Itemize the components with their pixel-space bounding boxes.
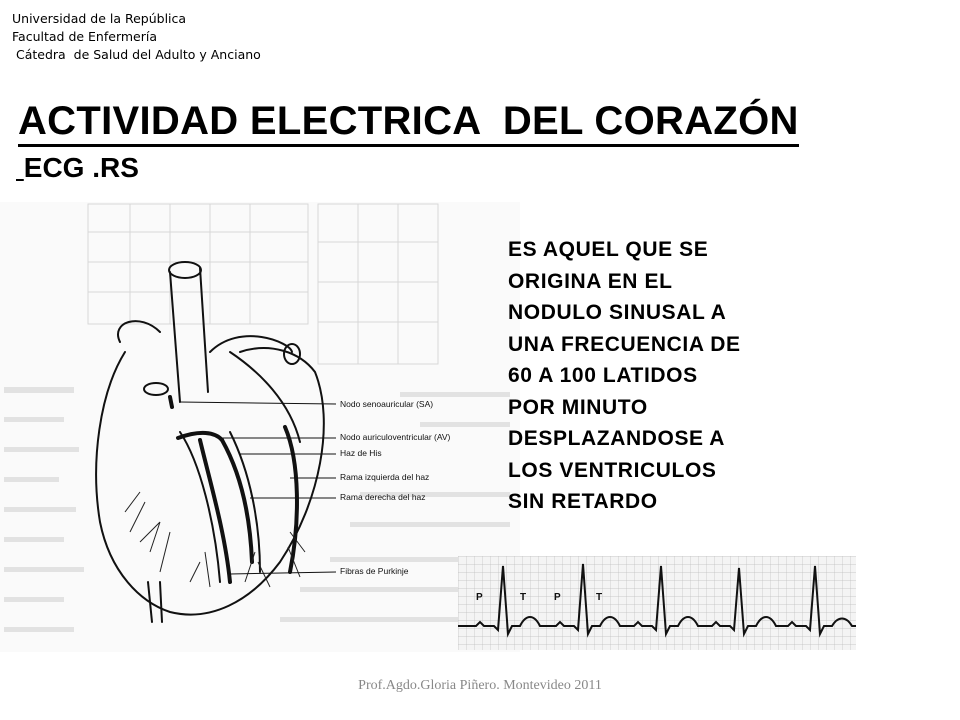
description-text	[508, 234, 848, 518]
ecg-strip	[458, 556, 856, 650]
footer-credit: Prof.Agdo.Gloria Piñero. Montevideo 2011	[358, 678, 602, 693]
description-line: DESPLAZANDOSE A	[508, 427, 726, 450]
description-line: POR MINUTO	[508, 395, 648, 419]
ecg-label-p2: P	[554, 592, 561, 603]
description-line: UNA FRECUENCIA DE	[508, 332, 741, 356]
heart-conduction-figure	[0, 202, 520, 652]
label-left-branch: Rama izquierda del haz	[340, 472, 430, 482]
page-title: ACTIVIDAD ELECTRICA DEL CORAZÓN	[18, 98, 799, 147]
description-line: ORIGINA EN EL	[508, 269, 673, 293]
department-name: Cátedra de Salud del Adulto y Anciano	[12, 47, 261, 62]
subtitle-text: ECG .RS	[23, 152, 139, 183]
ecg-label-t1: T	[520, 592, 527, 603]
description-line: NODULO SINUSAL A	[508, 301, 727, 324]
faculty-name: Facultad de Enfermería	[12, 29, 158, 44]
label-right-branch: Rama derecha del haz	[340, 492, 426, 502]
description-line: 60 A 100 LATIDOS	[508, 364, 698, 387]
ecg-label-t2: T	[596, 592, 603, 603]
label-his-bundle: Haz de His	[340, 448, 382, 458]
description-line: LOS VENTRICULOS	[508, 458, 717, 482]
heart-diagram	[0, 202, 520, 652]
label-purkinje-fibers: Fibras de Purkinje	[340, 566, 409, 576]
page-subtitle	[16, 152, 139, 184]
description-line: ES AQUEL QUE SE	[508, 238, 709, 261]
description-line: SIN RETARDO	[508, 490, 658, 513]
label-sa-node: Nodo senoauricular (SA)	[340, 399, 434, 409]
ecg-label-p1: P	[476, 592, 483, 603]
university-name: Universidad de la República	[12, 11, 187, 26]
label-av-node: Nodo auriculoventricular (AV)	[340, 432, 451, 442]
institution-header	[12, 10, 261, 64]
ecg-trace	[458, 556, 856, 650]
